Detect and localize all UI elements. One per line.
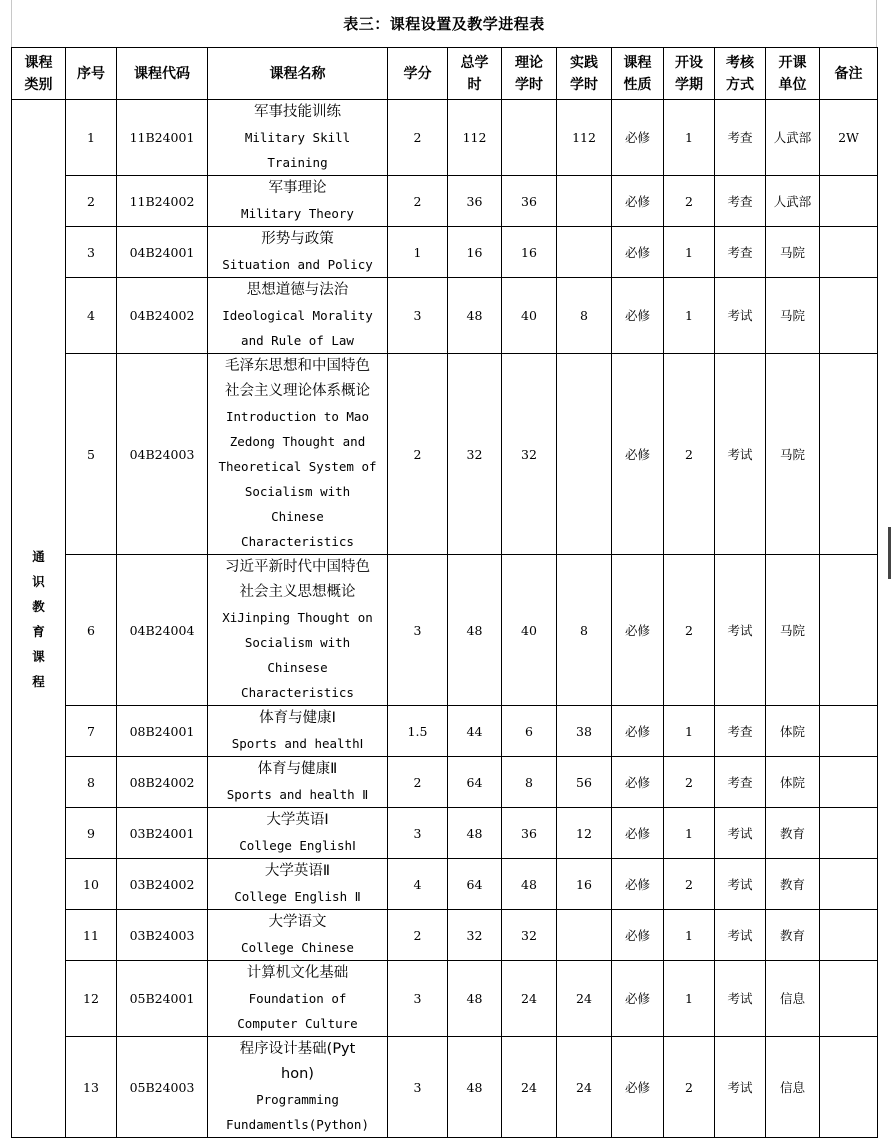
course-name-en: Situation and Policy — [222, 257, 373, 272]
header-category: 课程 类别 — [12, 48, 66, 100]
total-hours-cell: 64 — [448, 757, 502, 808]
practice-hours-cell — [557, 176, 612, 227]
course-nature-cell: 必修 — [612, 1037, 664, 1138]
term-cell: 1 — [664, 100, 715, 176]
course-name-zh: 军事理论 — [268, 180, 327, 196]
course-name-cell — [208, 910, 388, 961]
table-row — [12, 227, 878, 278]
note-cell — [820, 354, 878, 555]
course-name-en: Zedong Thought and — [229, 434, 366, 449]
course-name-zh: 程序设计基础(Pyt — [239, 1041, 356, 1057]
theory-hours-cell: 24 — [502, 1037, 557, 1138]
assessment-cell: 考试 — [715, 859, 766, 910]
teaching-unit-cell: 马院 — [766, 555, 820, 706]
term-cell: 2 — [664, 859, 715, 910]
practice-hours-cell: 112 — [557, 100, 612, 176]
note-cell — [820, 176, 878, 227]
course-nature-cell: 必修 — [612, 910, 664, 961]
credit-cell: 3 — [388, 278, 448, 354]
theory-hours-cell: 32 — [502, 910, 557, 961]
credit-cell: 1 — [388, 227, 448, 278]
assessment-cell: 考查 — [715, 706, 766, 757]
term-cell: 1 — [664, 961, 715, 1037]
course-code-cell: 03B24003 — [117, 910, 208, 961]
term-cell: 1 — [664, 278, 715, 354]
course-code-cell: 11B24001 — [117, 100, 208, 176]
term-cell: 1 — [664, 910, 715, 961]
credit-cell: 3 — [388, 808, 448, 859]
course-name-zh: 习近平新时代中国特色 — [225, 559, 370, 575]
teaching-unit-cell: 信息 — [766, 1037, 820, 1138]
course-nature-cell: 必修 — [612, 757, 664, 808]
course-code-cell: 03B24001 — [117, 808, 208, 859]
course-name-en: College English Ⅱ — [234, 889, 361, 904]
seq-number-cell: 12 — [66, 961, 117, 1037]
assessment-cell: 考试 — [715, 278, 766, 354]
total-hours-cell: 48 — [448, 555, 502, 706]
course-name-zh: 体育与健康Ⅱ — [257, 761, 338, 777]
header-unit: 开课 单位 — [766, 48, 820, 100]
course-name-cell — [208, 100, 388, 176]
course-name-cell — [208, 354, 388, 555]
table-row — [12, 555, 878, 706]
table-row — [12, 910, 878, 961]
practice-hours-cell — [557, 910, 612, 961]
course-name-en: Socialism with — [244, 484, 351, 499]
course-name-cell — [208, 961, 388, 1037]
total-hours-cell: 48 — [448, 1037, 502, 1138]
course-name-cell — [208, 706, 388, 757]
term-cell: 2 — [664, 555, 715, 706]
course-name-cell — [208, 278, 388, 354]
theory-hours-cell: 8 — [502, 757, 557, 808]
note-cell — [820, 227, 878, 278]
total-hours-cell: 44 — [448, 706, 502, 757]
course-name-cell — [208, 555, 388, 706]
table-header-row — [12, 48, 878, 100]
note-cell — [820, 910, 878, 961]
course-name-cell — [208, 176, 388, 227]
course-name-zh: 计算机文化基础 — [246, 965, 349, 981]
course-nature-cell: 必修 — [612, 176, 664, 227]
teaching-unit-cell: 人武部 — [766, 100, 820, 176]
course-name-en: Socialism with — [244, 635, 351, 650]
teaching-unit-cell: 教育 — [766, 859, 820, 910]
table-row — [12, 354, 878, 555]
theory-hours-cell: 36 — [502, 176, 557, 227]
course-name-en: Chinese — [271, 509, 324, 524]
assessment-cell: 考查 — [715, 757, 766, 808]
credit-cell: 3 — [388, 1037, 448, 1138]
course-name-zh: 大学英语Ⅰ — [266, 812, 329, 828]
course-category-cell — [12, 100, 66, 1138]
course-name-en: Military Theory — [241, 206, 354, 221]
teaching-unit-cell: 马院 — [766, 354, 820, 555]
header-total-hours: 总学 时 — [448, 48, 502, 100]
practice-hours-cell: 56 — [557, 757, 612, 808]
practice-hours-cell: 12 — [557, 808, 612, 859]
teaching-unit-cell: 马院 — [766, 227, 820, 278]
table-row — [12, 1037, 878, 1138]
note-cell — [820, 961, 878, 1037]
assessment-cell: 考试 — [715, 961, 766, 1037]
term-cell: 2 — [664, 757, 715, 808]
seq-number-cell: 3 — [66, 227, 117, 278]
table-title: 表三：课程设置及教学进程表 — [343, 15, 545, 33]
course-name-en: Sports and healthⅠ — [231, 736, 364, 751]
course-name-zh: 大学英语Ⅱ — [264, 863, 331, 879]
credit-cell: 2 — [388, 910, 448, 961]
term-cell: 1 — [664, 706, 715, 757]
practice-hours-cell: 8 — [557, 555, 612, 706]
credit-cell: 1.5 — [388, 706, 448, 757]
course-schedule-table — [11, 47, 878, 1138]
total-hours-cell: 48 — [448, 278, 502, 354]
course-name-en: Sports and health Ⅱ — [226, 787, 369, 802]
term-cell: 1 — [664, 808, 715, 859]
seq-number-cell: 13 — [66, 1037, 117, 1138]
seq-number-cell: 7 — [66, 706, 117, 757]
assessment-cell: 考试 — [715, 1037, 766, 1138]
total-hours-cell: 64 — [448, 859, 502, 910]
theory-hours-cell: 24 — [502, 961, 557, 1037]
assessment-cell: 考试 — [715, 910, 766, 961]
total-hours-cell: 36 — [448, 176, 502, 227]
seq-number-cell: 9 — [66, 808, 117, 859]
theory-hours-cell — [502, 100, 557, 176]
note-cell — [820, 706, 878, 757]
note-cell — [820, 1037, 878, 1138]
course-nature-cell: 必修 — [612, 555, 664, 706]
course-name-zh: 毛泽东思想和中国特色 — [225, 358, 370, 374]
table-row — [12, 859, 878, 910]
header-practice-hours: 实践 学时 — [557, 48, 612, 100]
course-name-en: Introduction to Mao — [226, 409, 369, 424]
teaching-unit-cell: 马院 — [766, 278, 820, 354]
term-cell: 1 — [664, 227, 715, 278]
table-title-box — [11, 0, 877, 47]
course-code-cell: 08B24002 — [117, 757, 208, 808]
course-code-cell: 04B24003 — [117, 354, 208, 555]
course-name-zh: 思想道德与法治 — [246, 282, 349, 298]
header-code: 课程代码 — [117, 48, 208, 100]
course-name-en: Training — [267, 155, 328, 170]
course-name-en: Theoretical System of — [218, 459, 377, 474]
teaching-unit-cell: 信息 — [766, 961, 820, 1037]
credit-cell: 2 — [388, 100, 448, 176]
course-name-en: Ideological Morality — [222, 308, 373, 323]
practice-hours-cell — [557, 227, 612, 278]
theory-hours-cell: 40 — [502, 555, 557, 706]
theory-hours-cell: 40 — [502, 278, 557, 354]
seq-number-cell: 10 — [66, 859, 117, 910]
header-nature: 课程 性质 — [612, 48, 664, 100]
header-name: 课程名称 — [208, 48, 388, 100]
practice-hours-cell: 24 — [557, 1037, 612, 1138]
course-name-zh: 社会主义理论体系概论 — [225, 383, 370, 399]
assessment-cell: 考试 — [715, 555, 766, 706]
course-nature-cell: 必修 — [612, 808, 664, 859]
credit-cell: 3 — [388, 555, 448, 706]
theory-hours-cell: 16 — [502, 227, 557, 278]
course-name-en: College Chinese — [241, 940, 354, 955]
table-row — [12, 808, 878, 859]
credit-cell: 2 — [388, 757, 448, 808]
total-hours-cell: 48 — [448, 808, 502, 859]
note-cell: 2W — [820, 100, 878, 176]
course-name-cell — [208, 808, 388, 859]
table-row — [12, 100, 878, 176]
seq-number-cell: 5 — [66, 354, 117, 555]
total-hours-cell: 32 — [448, 910, 502, 961]
course-name-cell — [208, 757, 388, 808]
header-term: 开设 学期 — [664, 48, 715, 100]
term-cell: 2 — [664, 176, 715, 227]
table-row — [12, 706, 878, 757]
course-name-en: and Rule of Law — [241, 333, 354, 348]
course-name-cell — [208, 227, 388, 278]
note-cell — [820, 555, 878, 706]
table-body — [12, 100, 878, 1138]
teaching-unit-cell: 体院 — [766, 757, 820, 808]
assessment-cell: 考查 — [715, 227, 766, 278]
seq-number-cell: 4 — [66, 278, 117, 354]
course-nature-cell: 必修 — [612, 706, 664, 757]
course-nature-cell: 必修 — [612, 227, 664, 278]
course-name-en: Military Skill — [244, 130, 351, 145]
course-name-en: Chinsese — [267, 660, 328, 675]
course-name-en: Programming — [256, 1092, 339, 1107]
course-name-en: Characteristics — [241, 534, 354, 549]
assessment-cell: 考查 — [715, 176, 766, 227]
seq-number-cell: 11 — [66, 910, 117, 961]
course-code-cell: 11B24002 — [117, 176, 208, 227]
practice-hours-cell — [557, 354, 612, 555]
header-note: 备注 — [820, 48, 878, 100]
total-hours-cell: 48 — [448, 961, 502, 1037]
course-nature-cell: 必修 — [612, 100, 664, 176]
practice-hours-cell: 24 — [557, 961, 612, 1037]
course-code-cell: 03B24002 — [117, 859, 208, 910]
seq-number-cell: 2 — [66, 176, 117, 227]
table-row — [12, 176, 878, 227]
total-hours-cell: 32 — [448, 354, 502, 555]
header-no: 序号 — [66, 48, 117, 100]
course-nature-cell: 必修 — [612, 859, 664, 910]
course-name-cell — [208, 859, 388, 910]
seq-number-cell: 6 — [66, 555, 117, 706]
course-name-zh: 体育与健康Ⅰ — [259, 710, 336, 726]
course-code-cell: 08B24001 — [117, 706, 208, 757]
course-code-cell: 04B24002 — [117, 278, 208, 354]
term-cell: 2 — [664, 1037, 715, 1138]
course-name-zh: 大学语文 — [268, 914, 327, 930]
course-code-cell: 04B24004 — [117, 555, 208, 706]
teaching-unit-cell: 人武部 — [766, 176, 820, 227]
seq-number-cell: 1 — [66, 100, 117, 176]
teaching-unit-cell: 体院 — [766, 706, 820, 757]
table-row — [12, 757, 878, 808]
note-cell — [820, 278, 878, 354]
total-hours-cell: 112 — [448, 100, 502, 176]
course-name-en: Computer Culture — [237, 1016, 358, 1031]
practice-hours-cell: 8 — [557, 278, 612, 354]
course-name-zh: 社会主义思想概论 — [239, 584, 356, 600]
total-hours-cell: 16 — [448, 227, 502, 278]
course-category-label: 通识教育课程 — [32, 548, 45, 689]
credit-cell: 2 — [388, 354, 448, 555]
course-nature-cell: 必修 — [612, 354, 664, 555]
assessment-cell: 考试 — [715, 808, 766, 859]
assessment-cell: 考试 — [715, 354, 766, 555]
theory-hours-cell: 32 — [502, 354, 557, 555]
course-name-en: XiJinping Thought on — [222, 610, 373, 625]
credit-cell: 3 — [388, 961, 448, 1037]
term-cell: 2 — [664, 354, 715, 555]
course-name-zh: 军事技能训练 — [254, 104, 341, 120]
course-name-zh: 形势与政策 — [261, 231, 334, 247]
table-row — [12, 278, 878, 354]
theory-hours-cell: 48 — [502, 859, 557, 910]
course-nature-cell: 必修 — [612, 278, 664, 354]
seq-number-cell: 8 — [66, 757, 117, 808]
note-cell — [820, 808, 878, 859]
credit-cell: 2 — [388, 176, 448, 227]
course-name-en: Characteristics — [241, 685, 354, 700]
teaching-unit-cell: 教育 — [766, 910, 820, 961]
teaching-unit-cell: 教育 — [766, 808, 820, 859]
note-cell — [820, 859, 878, 910]
course-name-en: Fundamentls(Python) — [226, 1117, 369, 1132]
theory-hours-cell: 36 — [502, 808, 557, 859]
course-code-cell: 05B24003 — [117, 1037, 208, 1138]
header-credit: 学分 — [388, 48, 448, 100]
course-name-zh: hon) — [281, 1066, 314, 1082]
practice-hours-cell: 16 — [557, 859, 612, 910]
course-name-cell — [208, 1037, 388, 1138]
course-name-en: Foundation of — [248, 991, 347, 1006]
course-name-en: College EnglishⅠ — [239, 838, 356, 853]
course-code-cell: 05B24001 — [117, 961, 208, 1037]
practice-hours-cell: 38 — [557, 706, 612, 757]
assessment-cell: 考查 — [715, 100, 766, 176]
credit-cell: 4 — [388, 859, 448, 910]
header-theory-hours: 理论 学时 — [502, 48, 557, 100]
header-assessment: 考核 方式 — [715, 48, 766, 100]
course-nature-cell: 必修 — [612, 961, 664, 1037]
table-row — [12, 961, 878, 1037]
course-code-cell: 04B24001 — [117, 227, 208, 278]
note-cell — [820, 757, 878, 808]
theory-hours-cell: 6 — [502, 706, 557, 757]
